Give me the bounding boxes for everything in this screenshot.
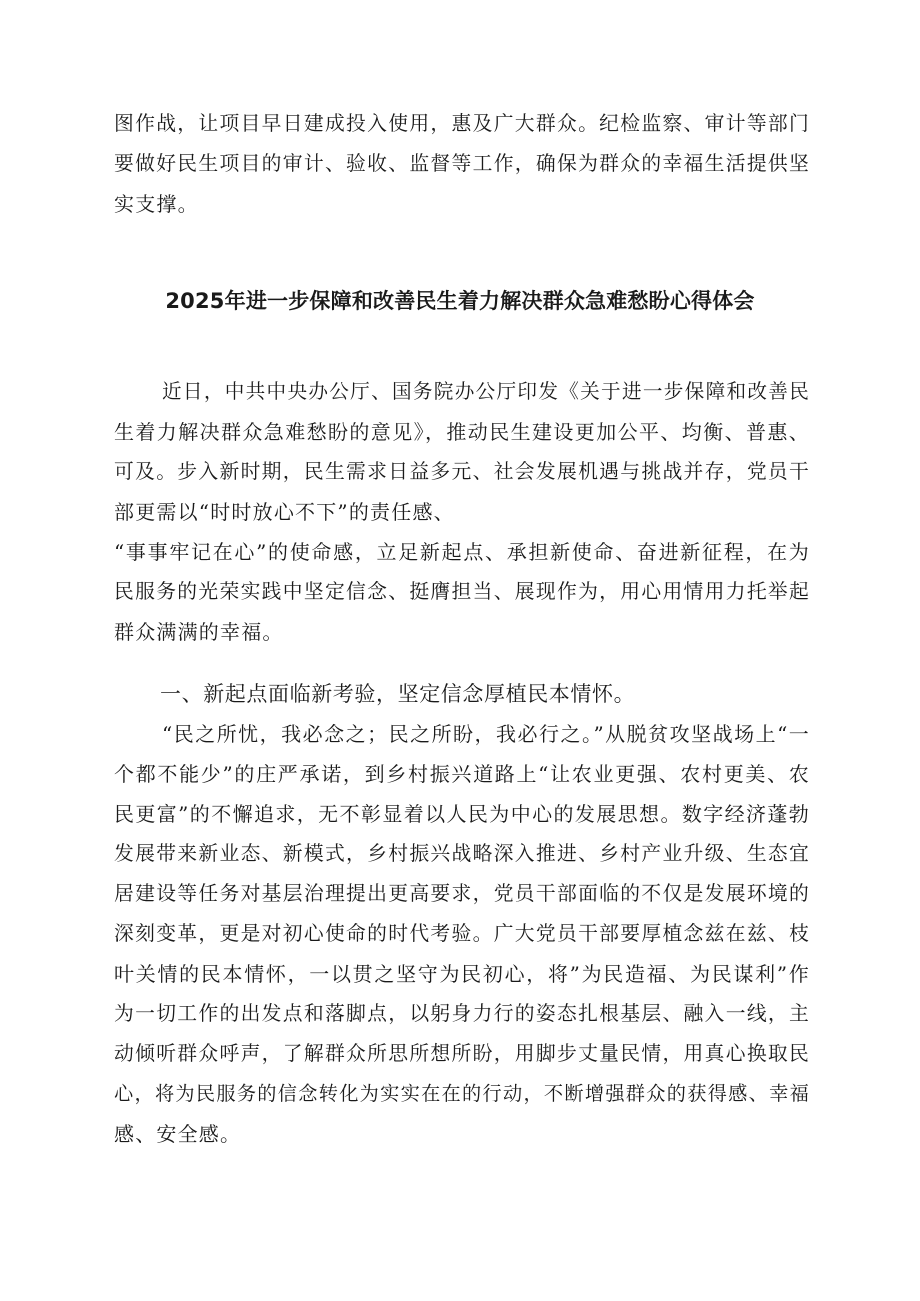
text-line: 个都不能少”的庄严承诺，到乡村振兴道路上“让农业更强、农村更美、农 xyxy=(114,762,810,786)
text-line: 要做好民生项目的审计、验收、监督等工作，确保为群众的幸福生活提供坚 xyxy=(114,152,810,175)
text-line: 民服务的光荣实践中坚定信念、挺膺担当、展现作为，用心用情用力托举起 xyxy=(114,580,810,603)
text-line: 群众满满的幸福。 xyxy=(114,620,284,644)
text-line: 图作战，让项目早日建成投入使用，惠及广大群众。纪检监察、审计等部门 xyxy=(114,112,810,135)
text-line: 叶关情的民本情怀，一以贯之坚守为民初心，将”为民造福、为民谋利”作 xyxy=(114,962,810,986)
text-line: 感、安全感。 xyxy=(114,1122,242,1146)
text-line: “事事牢记在心”的使命感，立足新起点、承担新使命、奋进新征程，在为 xyxy=(114,540,810,564)
text-line: 心，将为民服务的信念转化为实实在在的行动，不断增强群众的获得感、幸福 xyxy=(114,1082,810,1105)
section-heading: 一、新起点面临新考验，坚定信念厚植民本情怀。 xyxy=(160,682,636,706)
text-line: 生着力解决群众急难愁盼的意见》，推动民生建设更加公平、均衡、普惠、 xyxy=(114,420,810,444)
intro-fragment xyxy=(114,104,810,224)
text-line: 部更需以“时时放心不下”的责任感、 xyxy=(114,500,455,524)
text-line: “民之所忧，我必念之；民之所盼，我必行之。”从脱贫攻坚战场上“一 xyxy=(162,722,810,746)
text-line: 民更富”的不懈追求，无不彰显着以人民为中心的发展思想。数字经济蓬勃 xyxy=(114,802,810,826)
text-line: 动倾听群众呼声，了解群众所思所想所盼，用脚步丈量民情，用真心换取民 xyxy=(114,1042,810,1065)
paragraph-1 xyxy=(114,372,810,652)
text-line: 实支撑。 xyxy=(114,192,199,216)
text-line: 可及。步入新时期，民生需求日益多元、社会发展机遇与挑战并存，党员干 xyxy=(114,460,810,483)
text-line: 发展带来新业态、新模式，乡村振兴战略深入推进、乡村产业升级、生态宜 xyxy=(114,842,810,865)
section-1 xyxy=(114,674,810,1154)
document-title: 2025年进一步保障和改善民生着力解决群众急难愁盼心得体会 xyxy=(165,289,755,313)
text-line: 居建设等任务对基层治理提出更高要求，党员干部面临的不仅是发展环境的 xyxy=(114,882,810,905)
text-line: 深刻变革，更是对初心使命的时代考验。广大党员干部要厚植念兹在兹、枝 xyxy=(114,922,810,945)
text-line: 为一切工作的出发点和落脚点，以躬身力行的姿态扎根基层、融入一线，主 xyxy=(114,1002,810,1025)
text-line: 近日，中共中央办公厅、国务院办公厅印发《关于进一步保障和改善民 xyxy=(162,380,810,403)
